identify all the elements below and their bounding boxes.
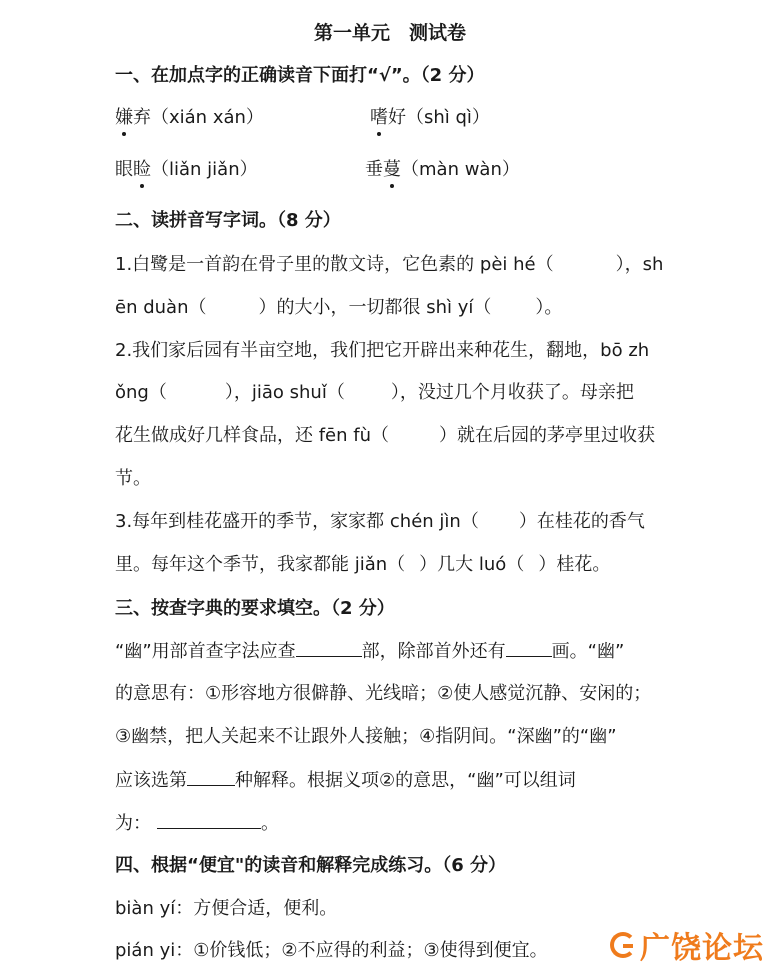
text: “幽”用部首查字法应查 (115, 641, 296, 662)
text: 。 (261, 813, 279, 834)
text: 1.白鹭是一首韵在骨子里的散文诗，它色素的 pèi hé（ (115, 254, 554, 275)
dotted-char: 蔓 (383, 157, 401, 183)
fill-blank[interactable] (296, 638, 362, 657)
fill-blank[interactable] (157, 810, 261, 829)
char: 弃 (133, 107, 151, 128)
pinyin-options: （xián xán） (151, 107, 264, 128)
text: 种解释。根据义项②的意思，“幽”可以组词 (235, 770, 576, 791)
text: ），sh (615, 254, 664, 275)
q3-heading: 三、按查字典的要求填空。（2 分） (115, 598, 395, 619)
text: ）桂花。 (538, 554, 611, 575)
text: ）就在后园的茅亭里过收获 (439, 425, 656, 446)
q2-line-6: 节。 (115, 468, 151, 489)
text: ēn duàn（ (115, 297, 207, 318)
text: 应该选第 (115, 770, 187, 791)
q2-line-7 (115, 509, 645, 535)
q4-line-1: biàn yí：方便合适，便利。 (115, 898, 338, 919)
char: 眼 (115, 159, 133, 180)
text: ）的大小，一切都很 shì yí（ (258, 297, 492, 318)
q1-item-2 (370, 105, 490, 131)
pinyin-options: （màn wàn） (401, 159, 520, 180)
text: ）。 (535, 297, 563, 318)
pinyin-options: （shì qì） (406, 107, 490, 128)
q2-line-1 (115, 252, 663, 278)
char: 好 (388, 107, 406, 128)
text: ǒng（ (115, 382, 167, 403)
page-title: 第一单元 测试卷 (313, 22, 466, 44)
char: 垂 (365, 159, 383, 180)
q2-heading: 二、读拼音写字词。（8 分） (115, 210, 341, 231)
dotted-char: 睑 (133, 157, 151, 183)
text: 为： (115, 813, 151, 834)
q3-line-2: 的意思有：①形容地方很僻静、光线暗；②使人感觉沉静、安闲的； (115, 683, 652, 704)
text: ）几大 luó（ (419, 554, 525, 575)
text: 花生做成好几样食品，还 fēn fù（ (115, 425, 390, 446)
q4-line-2: pián yi：①价钱低；②不应得的利益；③使得到便宜。 (115, 940, 548, 961)
logo-icon (610, 932, 636, 958)
fill-blank[interactable] (506, 638, 552, 657)
q3-line-4 (115, 767, 576, 794)
text: 里。每年这个季节，我家都能 jiǎn（ (115, 554, 406, 575)
text: ），没过几个月收获了。母亲把 (390, 382, 634, 403)
q4-heading: 四、根据“便宜"的读音和解释完成练习。（6 分） (115, 855, 506, 876)
text: 画。“幽” (551, 641, 625, 662)
text: ）在桂花的香气 (518, 511, 645, 532)
q3-line-3: ③幽禁，把人关起来不让跟外人接触；④指阴间。“深幽”的“幽” (115, 726, 617, 747)
q3-line-1 (115, 638, 624, 665)
q1-heading: 一、在加点字的正确读音下面打“√”。（2 分） (115, 65, 485, 86)
pinyin-options: （liǎn jiǎn） (151, 159, 258, 180)
dotted-char: 嫌 (115, 105, 133, 131)
text: 部，除部首外还有 (361, 641, 506, 662)
q1-item-3 (115, 157, 258, 183)
watermark-text: 广饶论坛 (640, 931, 764, 966)
q2-line-8 (115, 552, 610, 578)
fill-blank[interactable] (187, 767, 235, 786)
q2-line-2 (115, 295, 562, 321)
text: 3.每年到桂花盛开的季节，家家都 chén jìn（ (115, 511, 479, 532)
q2-line-4 (115, 380, 634, 406)
q3-line-5 (115, 810, 279, 837)
q2-line-5 (115, 423, 655, 449)
q1-item-4 (365, 157, 520, 183)
watermark-logo (610, 923, 764, 967)
q1-item-1 (115, 105, 264, 131)
q2-line-3: 2.我们家后园有半亩空地，我们把它开辟出来种花生，翻地，bō zh (115, 340, 650, 361)
text: ），jiāo shuǐ（ (224, 382, 345, 403)
dotted-char: 嗜 (370, 105, 388, 131)
